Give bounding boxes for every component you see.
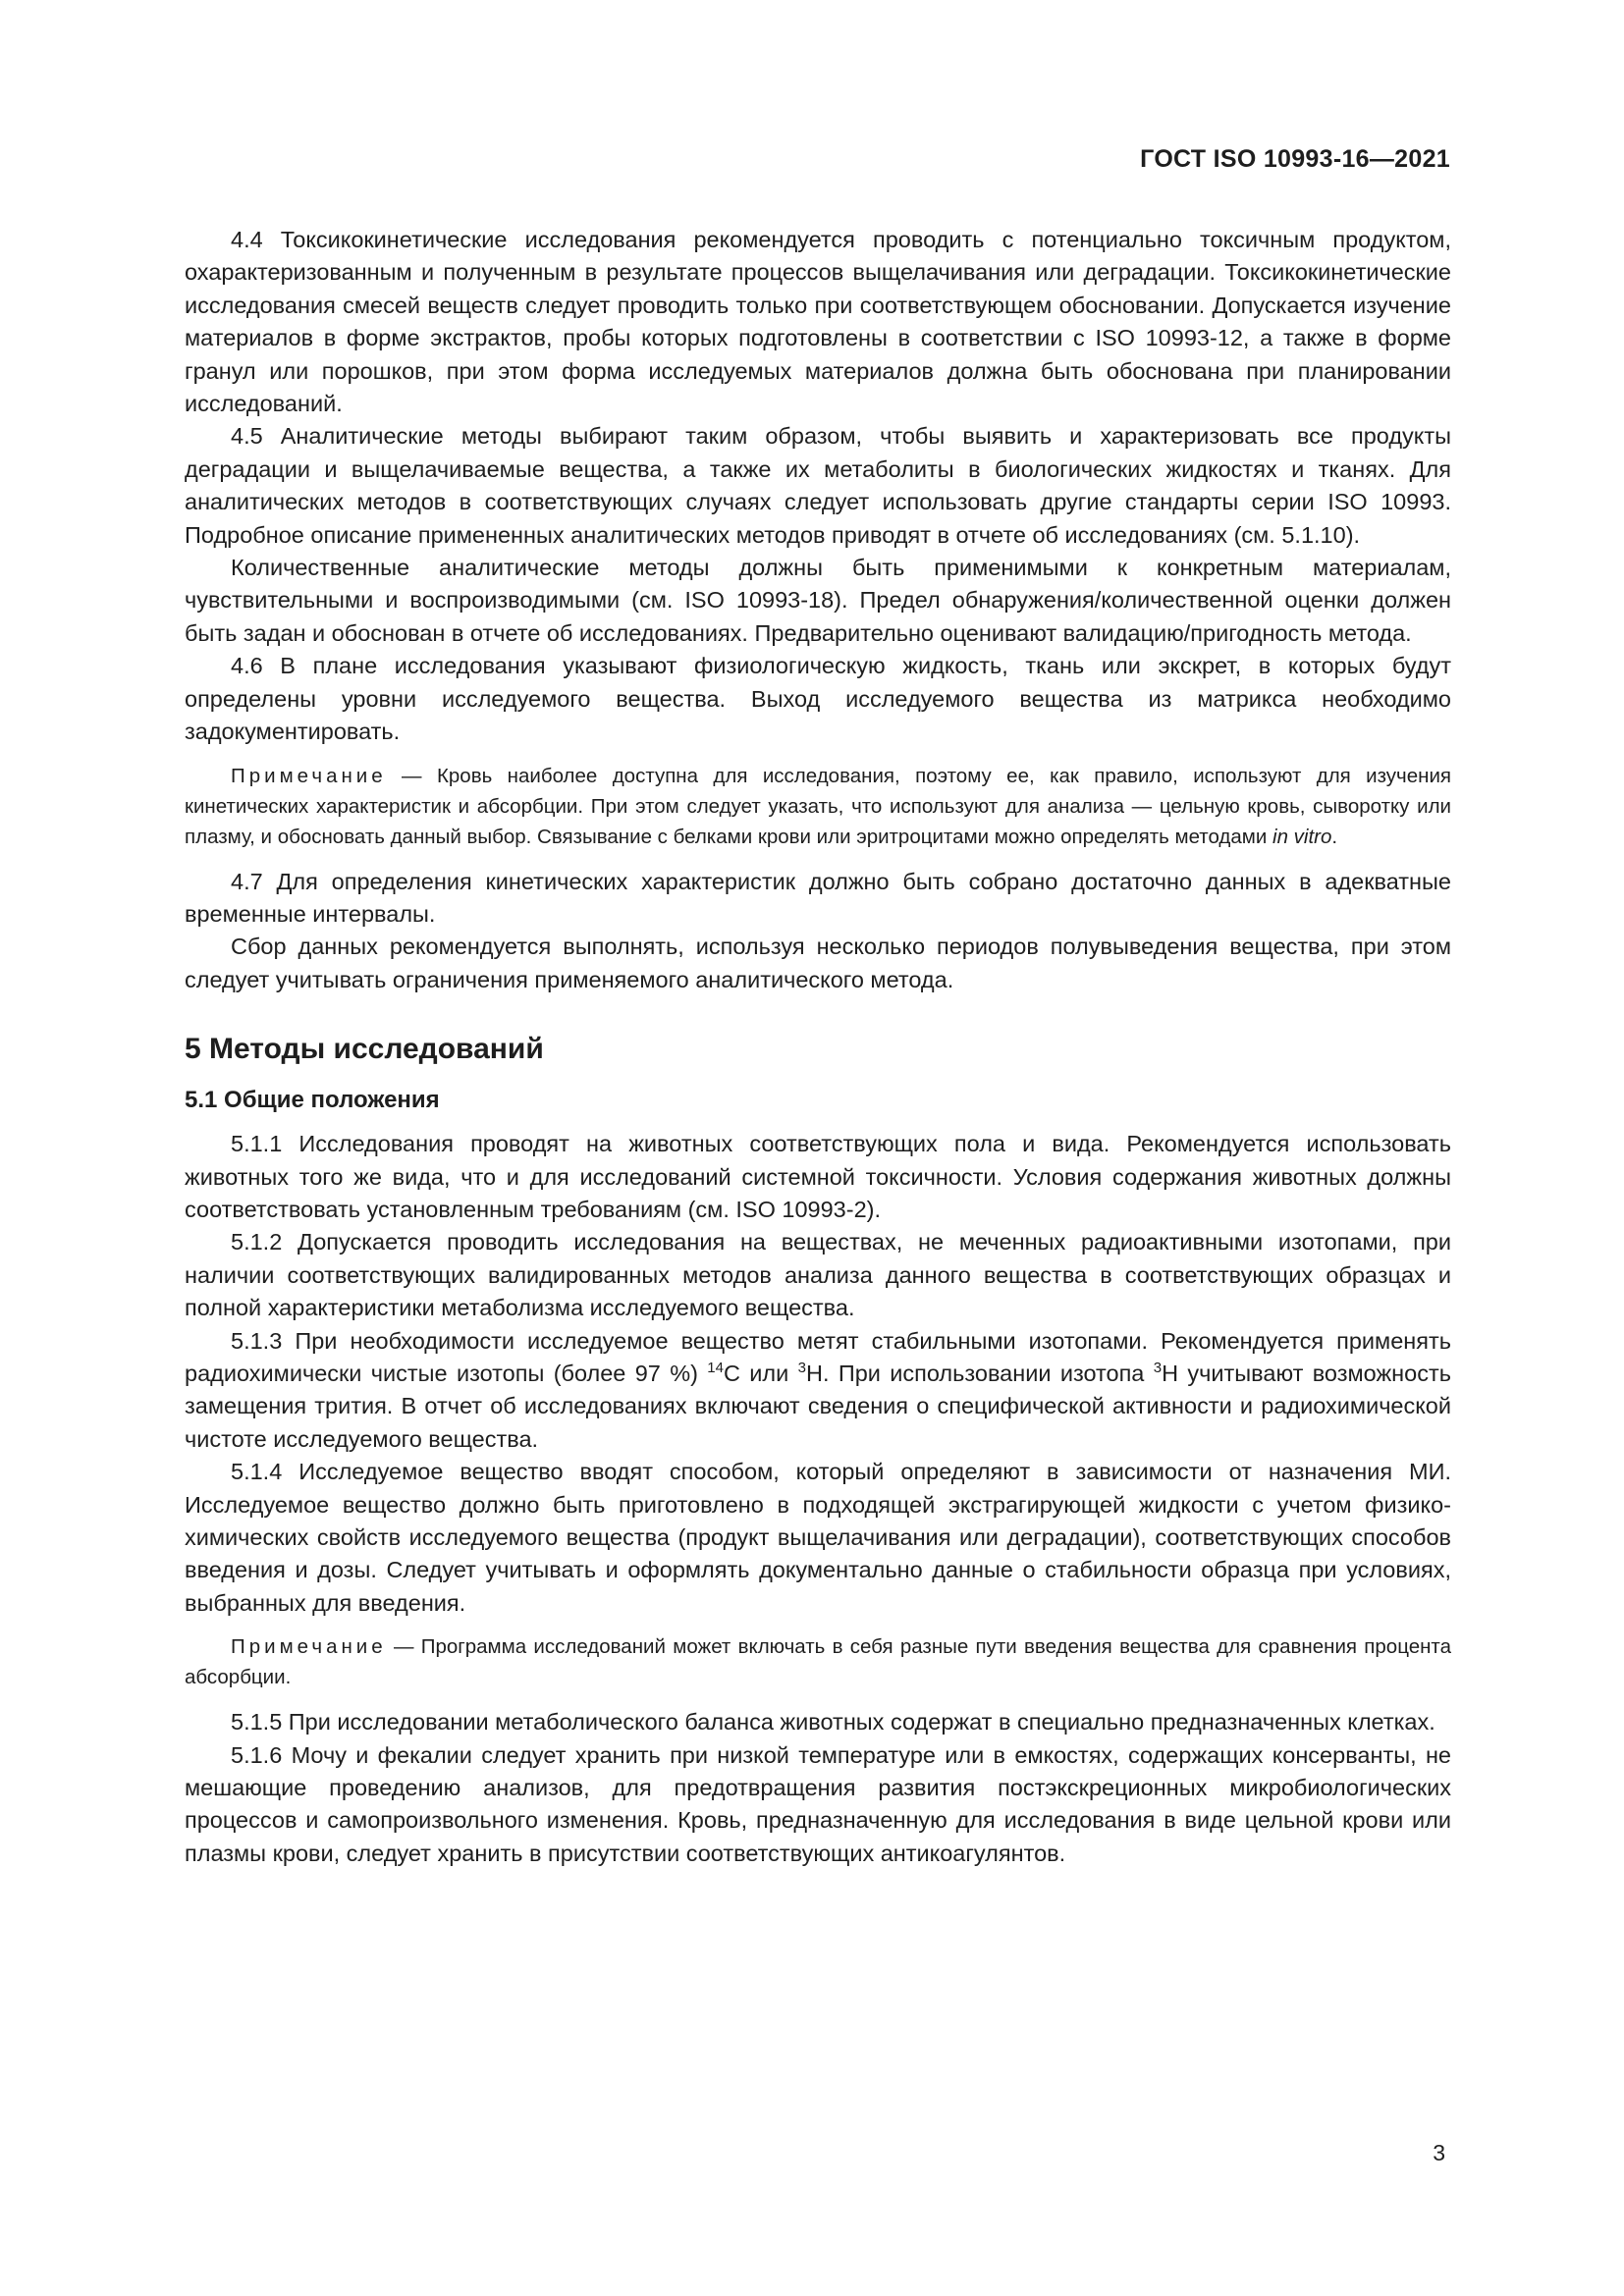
paragraph-4-7-continued: Сбор данных рекомендуется выполнять, используя несколько периодов полувыведения вещества, при этом следует учитывать ограничения применяемого аналитического метода. [185, 934, 1451, 992]
paragraph-5-1-6: 5.1.6 Мочу и фекалии следует хранить при низкой температуре или в емкостях, содержащих консерванты, не мешающие проведению анализов, для предотвращения развития постэкскреционных микробиологических процессов и самопроизвольного изменения. Кровь, предназначенную для исследования в виде цельной крови или плазмы крови, следует хранить в присутствии соответствующих антикоагулянтов. [185, 1741, 1451, 1866]
paragraph-5-1-3 [185, 1325, 1451, 1457]
paragraph-5-1-4: 5.1.4 Исследуемое вещество вводят способом, который определяют в зависимости от назначения МИ. Исследуемое вещество должно быть приготовлено в подходящей экстрагирующей жидкости с учетом физико-химических свойств исследуемого вещества (продукт выщелачивания или деградации), соответствующих способов введения и дозы. Следует учитывать и оформлять документально данные о стабильности образца при условиях, выбранных для введения. [185, 1459, 1451, 1616]
subsection-heading-5-1: 5.1 Общие положения [185, 1087, 440, 1114]
superscript-3: 3 [797, 1360, 806, 1377]
note-label: Примечание [231, 1635, 387, 1659]
note-administration-routes [185, 1631, 1451, 1692]
page-number: 3 [1433, 2140, 1445, 2165]
note-label: Примечание [231, 764, 387, 787]
paragraph-5-1-5: 5.1.5 При исследовании метаболического баланса животных содержат в специально предназначенных клетках. [231, 1709, 1435, 1735]
note-text: — Кровь наиболее доступна для исследования, поэтому ее, как правило, используют для изучения кинетических характеристик и абсорбции. При этом следует указать, что используют для анализа — цельную кровь, сыворотку или плазму, и обосновать данный выбор. Связывание с белками крови или эритроцитами можно определять методами [185, 764, 1451, 848]
paragraph-5-1-1: 5.1.1 Исследования проводят на животных соответствующих пола и вида. Рекомендуется использовать животных того же вида, что и для исследований системной токсичности. Условия содержания животных должны соответствовать установленным требованиям (см. ISO 10993-2). [185, 1131, 1451, 1222]
document-body [185, 224, 1451, 1870]
text-run: H учитывают возможность замещения трития. В отчет об исследованиях включают сведения о специфической активности и радиохимической чистоте исследуемого вещества. [185, 1360, 1451, 1452]
superscript-14: 14 [707, 1360, 724, 1377]
paragraph-5-1-2: 5.1.2 Допускается проводить исследования на веществах, не меченных радиоактивными изотопами, при наличии соответствующих валидированных методов анализа данного вещества в соответствующих образцах и полной характеристики метаболизма исследуемого вещества. [185, 1229, 1451, 1321]
text-run: C или [723, 1360, 798, 1386]
paragraph-4-4: 4.4 Токсикокинетические исследования рекомендуется проводить с потенциально токсичным продуктом, охарактеризованным и полученным в результате процессов выщелачивания или деградации. Токсикокинетические исследования смесей веществ следует проводить только при соответствующем обосновании. Допускается изучение материалов в форме экстрактов, пробы которых подготовлены в соответствии с ISO 10993-12, а также в форме гранул или порошков, при этом форма исследуемых материалов должна быть обоснована при планировании исследований. [185, 227, 1451, 417]
note-blood-sampling [185, 761, 1451, 852]
paragraph-4-6: 4.6 В плане исследования указывают физиологическую жидкость, ткань или экскрет, в которых будут определены уровни исследуемого вещества. Выход исследуемого вещества из матрикса необходимо задокументировать. [185, 653, 1451, 745]
text-run: 5.1.3 При необходимости исследуемое вещество метят стабильными изотопами. Рекомендуется применять радиохимически чистые изотопы (более 97 %) [185, 1327, 1451, 1386]
superscript-3: 3 [1153, 1360, 1163, 1377]
paragraph-4-5-continued: Количественные аналитические методы должны быть применимыми к конкретным материалам, чувствительными и воспроизводимыми (см. ISO 10993-18). Предел обнаружения/количественной оценки должен быть задан и обоснован в отчете об исследованиях. Предварительно оценивают валидацию/пригодность метода. [185, 555, 1451, 646]
note-italic-term: in vitro [1272, 825, 1332, 848]
paragraph-4-5: 4.5 Аналитические методы выбирают таким образом, чтобы выявить и характеризовать все продукты деградации и выщелачиваемые вещества, а также их метаболиты в биологических жидкостях и тканях. Для аналитических методов в соответствующих случаях следует использовать другие стандарты серии ISO 10993. Подробное описание примененных аналитических методов приводят в отчете об исследованиях (см. 5.1.10). [185, 423, 1451, 548]
note-text: — Программа исследований может включать в себя разные пути введения вещества для сравнения процента абсорбции. [185, 1635, 1451, 1689]
paragraph-4-7: 4.7 Для определения кинетических характеристик должно быть собрано достаточно данных в адекватные временные интервалы. [185, 868, 1451, 927]
text-run: H. При использовании изотопа [805, 1360, 1154, 1386]
note-end: . [1331, 825, 1338, 848]
section-heading-5: 5 Методы исследований [185, 1033, 544, 1066]
document-header: ГОСТ ISO 10993-16—2021 [1140, 145, 1450, 173]
